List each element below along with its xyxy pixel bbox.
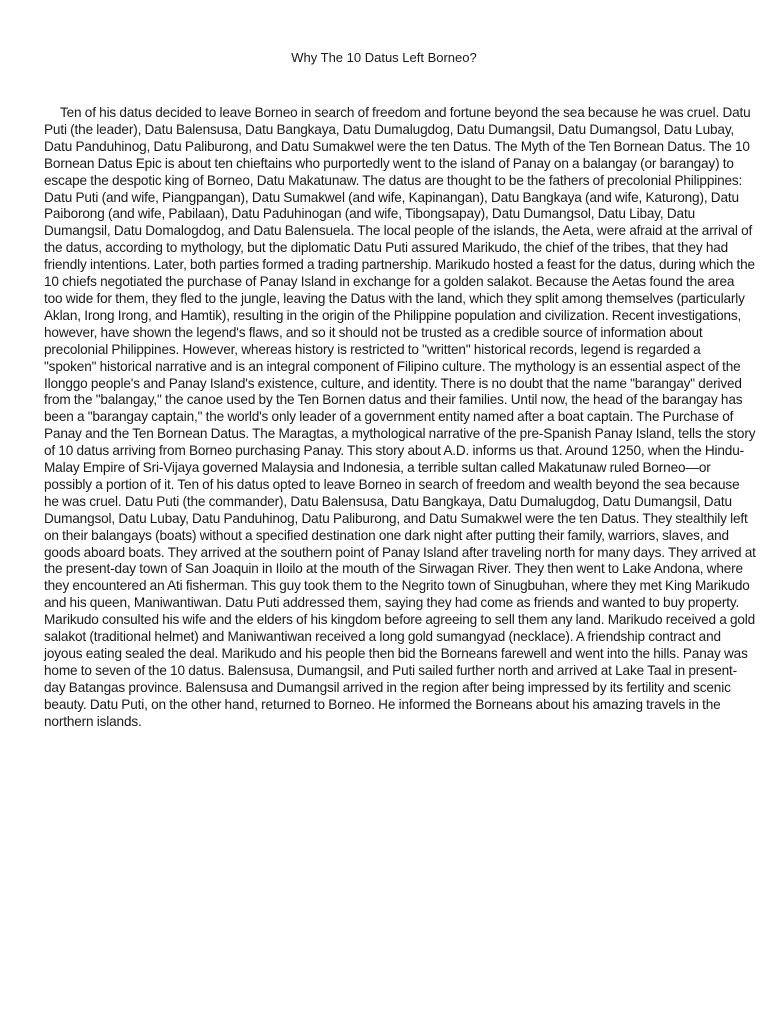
document-title: Why The 10 Datus Left Borneo? bbox=[291, 50, 477, 65]
document-body: Ten of his datus decided to leave Borneo in search of freedom and fortune beyond the sea because he was cruel. Datu Puti (the leader), Datu Balensusa, Datu Bangkaya, Datu Dumalugdog, Datu Dumangsil, Datu Dumangsol, Datu Lubay, Datu Panduhinog, Datu Paliburong, and Datu Sumakwel were the ten Datus. The Myth of the Ten Bornean Datus. The 10 Bornean Datus Epic is about ten chieftains who purportedly went to the island of Panay on a balangay (or barangay) to escape the despotic king of Borneo, Datu Makatunaw. The datus are thought to be the fathers of precolonial Philippines: Datu Puti (and wife, Piangpangan), Datu Sumakwel (and wife, Kapinangan), Datu Bangkaya (and wife, Katurong), Datu Paiborong (and wife, Pabilaan), Datu Paduhinogan (and wife, Tibongsapay), Datu Dumangsol, Datu Libay, Datu Dumangsil, Datu Domalogdog, and Datu Balensuela. The local people of the islands, the Aeta, were afraid at the arrival of the datus, according to mythology, but the diplomatic Datu Puti assured Marikudo, the chief of the tribes, that they had friendly intentions. Later, both parties formed a trading partnership. Marikudo hosted a feast for the datus, during which the 10 chiefs negotiated the purchase of Panay Island in exchange for a golden salakot. Because the Aetas found the area too wide for them, they fled to the jungle, leaving the Datus with the land, which they split among themselves (particularly Aklan, Irong Irong, and Hamtik), resulting in the origin of the Philippine population and civilization. Recent investigations, however, have shown the legend's flaws, and so it should not be trusted as a credible source of information about precolonial Philippines. However, whereas history is restricted to "written" historical records, legend is regarded a "spoken" historical narrative and is an integral component of Filipino culture. The mythology is an essential aspect of the Ilonggo people's and Panay Island's existence, culture, and identity. There is no doubt that the name "barangay" derived from the "balangay," the canoe used by the Ten Bornen datus and their families. Until now, the head of the barangay has been a "barangay captain," the world's only leader of a government entity named after a boat captain. The Purchase of Panay and the Ten Bornean Datus. The Maragtas, a mythological narrative of the pre-Spanish Panay Island, tells the story of 10 datus arriving from Borneo purchasing Panay. This story about A.D. informs us that. Around 1250, when the Hindu-Malay Empire of Sri-Vijaya governed Malaysia and Indonesia, a terrible sultan called Makatunaw ruled Borneo—or possibly a portion of it. Ten of his datus opted to leave Borneo in search of freedom and wealth beyond the sea because he was cruel. Datu Puti (the commander), Datu Balensusa, Datu Bangkaya, Datu Dumalugdog, Datu Dumangsil, Datu Dumangsol, Datu Lubay, Datu Panduhinog, Datu Paliburong, and Datu Sumakwel were the ten Datus. They stealthily left on their balangays (boats) without a specified destination one dark night after putting their family, warriors, slaves, and goods aboard boats. They arrived at the southern point of Panay Island after traveling north for many days. They arrived at the present-day town of San Joaquin in Iloilo at the mouth of the Sirwagan River. They then went to Lake Andona, where they encountered an Ati fisherman. This guy took them to the Negrito town of Sinugbuhan, where they met King Marikudo and his queen, Maniwantiwan. Datu Puti addressed them, saying they had come as friends and wanted to buy property. Marikudo consulted his wife and the elders of his kingdom before agreeing to sell them any land. Marikudo received a gold salakot (traditional helmet) and Maniwantiwan received a long gold sumangyad (necklace). A friendship contract and joyous eating sealed the deal. Marikudo and his people then bid the Borneans farewell and went into the hills. Panay was home to seven of the 10 datus. Balensusa, Dumangsil, and Puti sailed further north and arrived at Lake Taal in present-day Batangas province. Balensusa and Dumangsil arrived in the region after being impressed by its fertility and scenic beauty. Datu Puti, on the other hand, returned to Borneo. He informed the Borneans about his amazing travels in the northern islands. bbox=[44, 105, 756, 729]
